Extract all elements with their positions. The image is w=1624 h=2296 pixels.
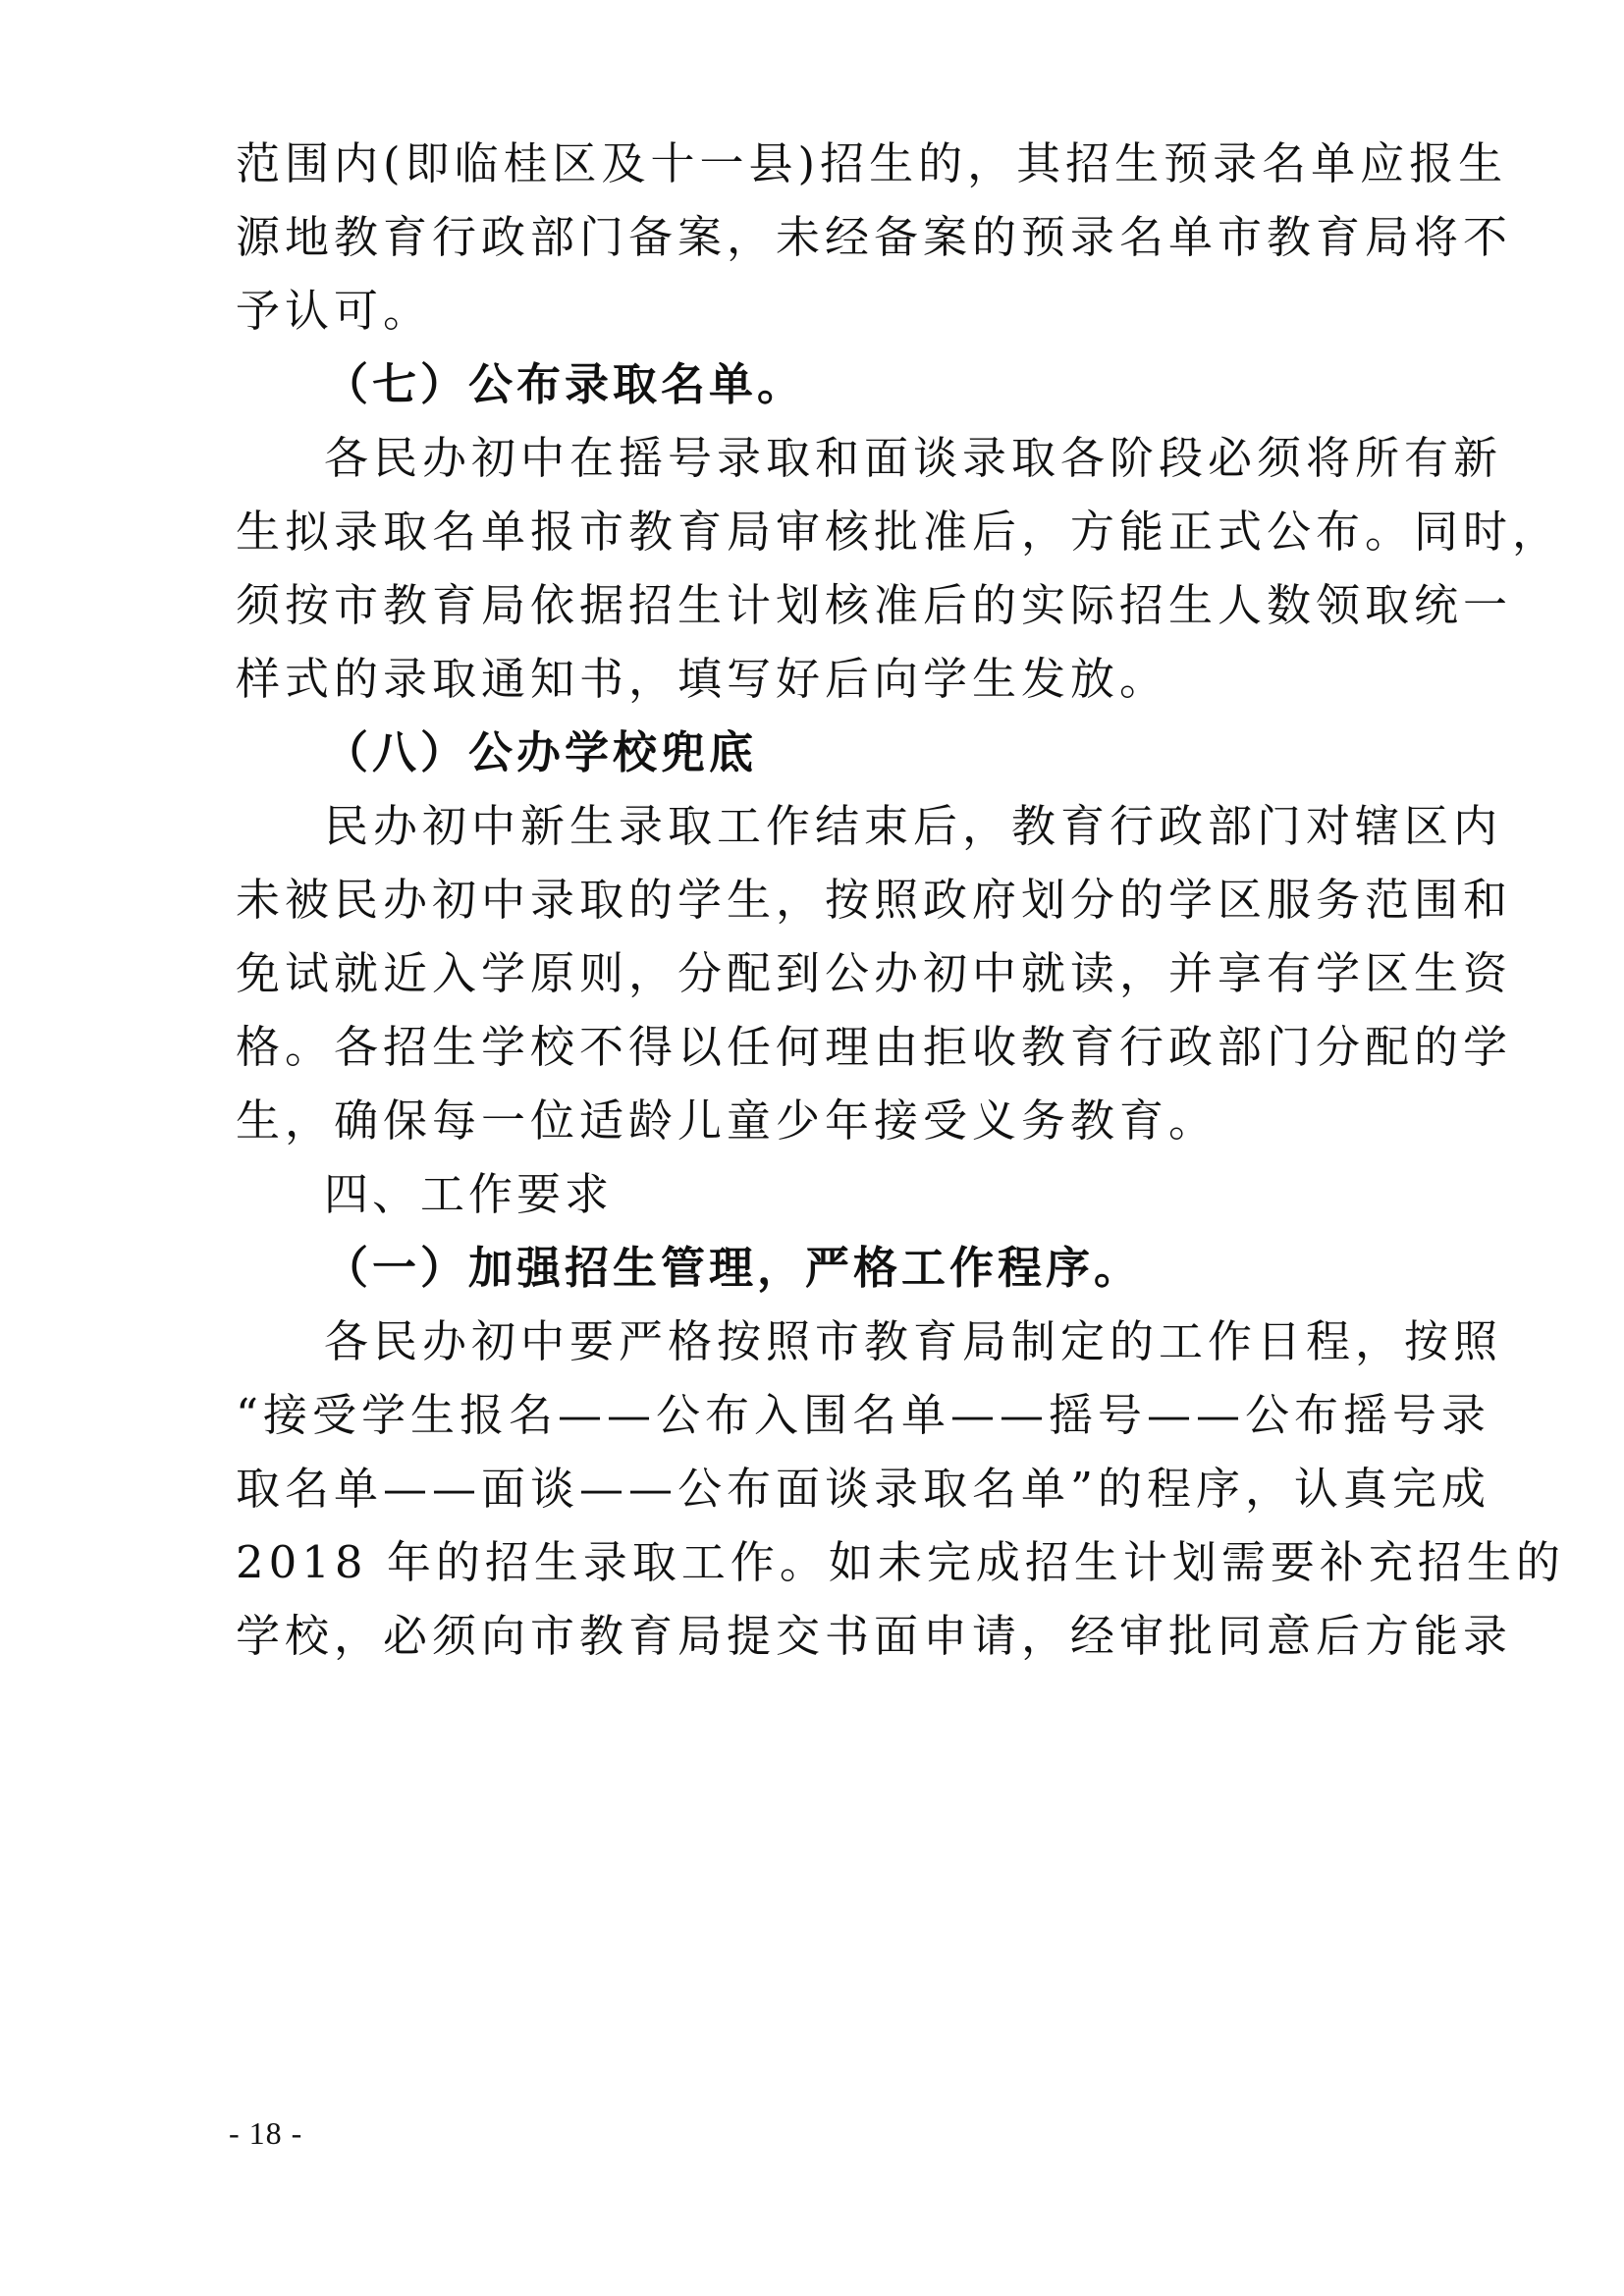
paragraph-line: 生拟录取名单报市教育局审核批准后，方能正式公布。同时，	[236, 506, 1562, 558]
section-heading: 四、工作要求	[324, 1168, 614, 1220]
paragraph-line: 样式的录取通知书，填写好后向学生发放。	[236, 653, 1169, 705]
paragraph-line: 生，确保每一位适龄儿童少年接受义务教育。	[236, 1095, 1218, 1147]
paragraph-line: 民办初中新生录取工作结束后，教育行政部门对辖区内	[324, 800, 1503, 852]
subsection-heading: （一）加强招生管理，严格工作程序。	[324, 1242, 1143, 1294]
paragraph-line: 取名单——面谈——公布面谈录取名单”的程序，认真完成	[236, 1463, 1491, 1515]
paragraph-line: 学校，必须向市教育局提交书面申请，经审批同意后方能录	[236, 1610, 1513, 1662]
paragraph-line: 各民办初中要严格按照市教育局制定的工作日程，按照	[324, 1315, 1503, 1367]
paragraph-line: 予认可。	[236, 285, 433, 337]
paragraph-line: 源地教育行政部门备案，未经备案的预录名单市教育局将不	[236, 211, 1513, 263]
paragraph-line: 须按市教育局依据招生计划核准后的实际招生人数领取统一	[236, 579, 1513, 631]
paragraph-line: “接受学生报名——公布入围名单——摇号——公布摇号录	[236, 1389, 1491, 1441]
paragraph-line: 未被民办初中录取的学生，按照政府划分的学区服务范围和	[236, 874, 1513, 926]
subsection-heading: （八）公办学校兜底	[324, 726, 758, 778]
paragraph-line: 格。各招生学校不得以任何理由拒收教育行政部门分配的学	[236, 1021, 1513, 1073]
paragraph-line: 2018 年的招生录取工作。如未完成招生计划需要补充招生的	[236, 1536, 1565, 1588]
paragraph-line: 免试就近入学原则，分配到公办初中就读，并享有学区生资	[236, 947, 1513, 999]
paragraph-line: 各民办初中在摇号录取和面谈录取各阶段必须将所有新	[324, 432, 1503, 484]
subsection-heading: （七）公布录取名单。	[324, 358, 806, 410]
page-number: - 18 -	[229, 2115, 303, 2151]
paragraph-line: 范围内(即临桂区及十一县)招生的，其招生预录名单应报生	[236, 137, 1508, 189]
